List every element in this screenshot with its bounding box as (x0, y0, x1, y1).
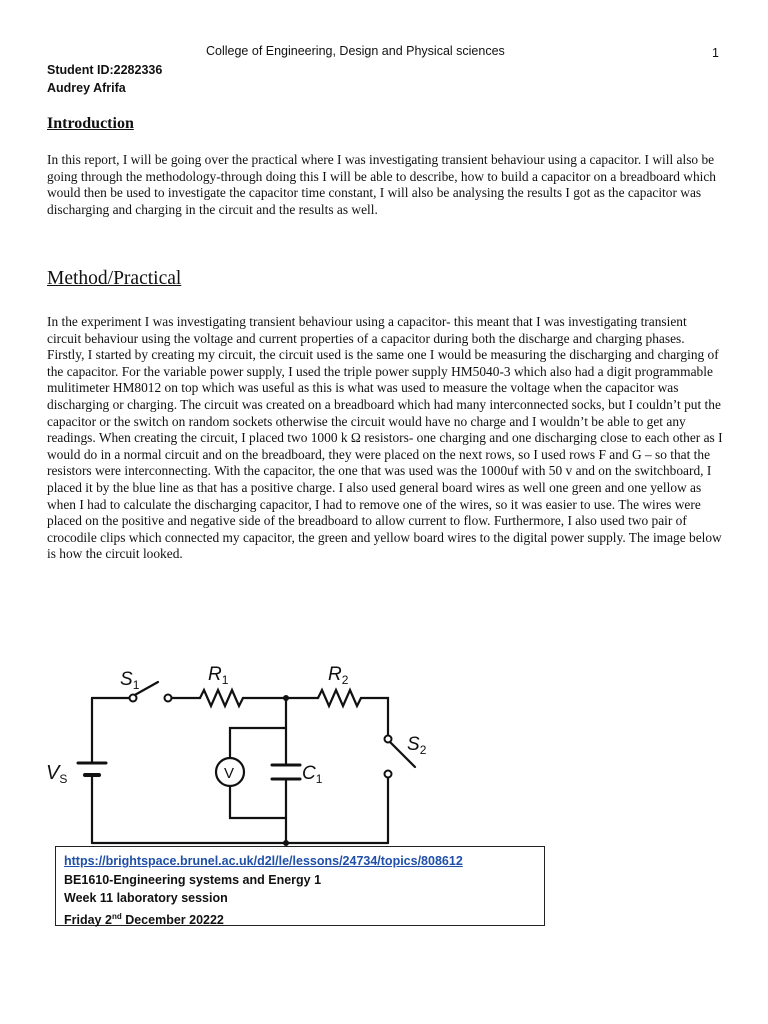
label-voltmeter: V (224, 765, 235, 782)
reference-link[interactable]: https://brightspace.brunel.ac.uk/d2l/le/lessons/24734/topics/808612 (64, 854, 463, 868)
switch-s2-contact-bottom (385, 771, 392, 778)
label-c1: $C_1$ (302, 763, 323, 786)
switch-s1-contact-right (165, 695, 172, 702)
reference-date: Friday 2nd December 20222 (64, 911, 224, 927)
label-vs: $V_S$ (46, 762, 68, 786)
wire-right-top (361, 698, 388, 735)
label-r1: $R_1$ (208, 664, 229, 687)
wire-voltmeter-branch (230, 728, 286, 758)
switch-s2-contact-top (385, 736, 392, 743)
label-s2: $S_2$ (407, 734, 427, 757)
junction-top (283, 695, 289, 701)
reference-session: Week 11 laboratory session (64, 891, 228, 905)
resistor-r2 (318, 690, 361, 706)
circuit-diagram (40, 655, 460, 850)
student-name: Audrey Afrifa (47, 81, 126, 95)
label-r2: $R_2$ (328, 664, 349, 687)
introduction-heading: Introduction (47, 115, 134, 132)
method-paragraph: In the experiment I was investigating transient behaviour using a capacitor- this meant that I was investigating transient circuit behaviour using the voltage and current properties of a capacitor during both the discharge and charging phases. Firstly, I started by creating my circuit, the circuit used is the same one I would be measuring the discharging and charging of the capacitor. For the variable power supply, I used the triple power supply HM5040-3 which also had a digit programmable mulitimeter HM8012 on top which was useful as this is what was used to measure the voltage when the capacitor was discharging or charging. The circuit was created on a breadboard which had many interconnected socks, but I couldn’t put the capacitor or the switch on random sockets otherwise the circuit would have no charge and I wouldn’t be able to get any readings. When creating the circuit, I placed two 1000 k Ω resistors- one charging and one discharging close to each other as I would do in a normal circuit and on the breadboard, they were placed on the next rows, so I used rows F and G – so that the resistors were interconnecting. With the capacitor, the one that was used was the 1000uf with 50 v and on the switchboard, I placed it by the blue line as that has a positive charge. I also used general board wires as well one green and one yellow as when I had to calculate the discharging capacitor, I had to remove one of the wires, so it was easier to use. The wires were placed on the positive and negative side of the breadboard to allow current to flow. Furthermore, I also used two pair of crocodile clips which connected my capacitor, the green and yellow board wires to the digital power supply. The image below is how the circuit looked. (47, 314, 723, 562)
switch-s1-contact-left (130, 695, 137, 702)
introduction-paragraph: In this report, I will be going over the practical where I was investigating transient behaviour using a capacitor. I will also be going through the methodology-through doing this I will be able to describe, how to build a capacitor on a breadboard which would then be used to investigate the capacitor time constant, I will also be analysing the results I got as the capacitor was discharging and charging in the circuit and the results as well. (47, 152, 717, 217)
student-id: Student ID:2282336 (47, 63, 163, 77)
reference-course: BE1610-Engineering systems and Energy 1 (64, 872, 322, 887)
method-heading: Method/Practical (47, 268, 182, 289)
header-title: College of Engineering, Design and Physical sciences (206, 44, 505, 58)
wire-voltmeter-return (230, 786, 286, 818)
label-s1: $S_1$ (120, 669, 140, 692)
resistor-r1 (200, 690, 243, 706)
reference-box (55, 846, 545, 926)
page-number: 1 (712, 46, 719, 60)
